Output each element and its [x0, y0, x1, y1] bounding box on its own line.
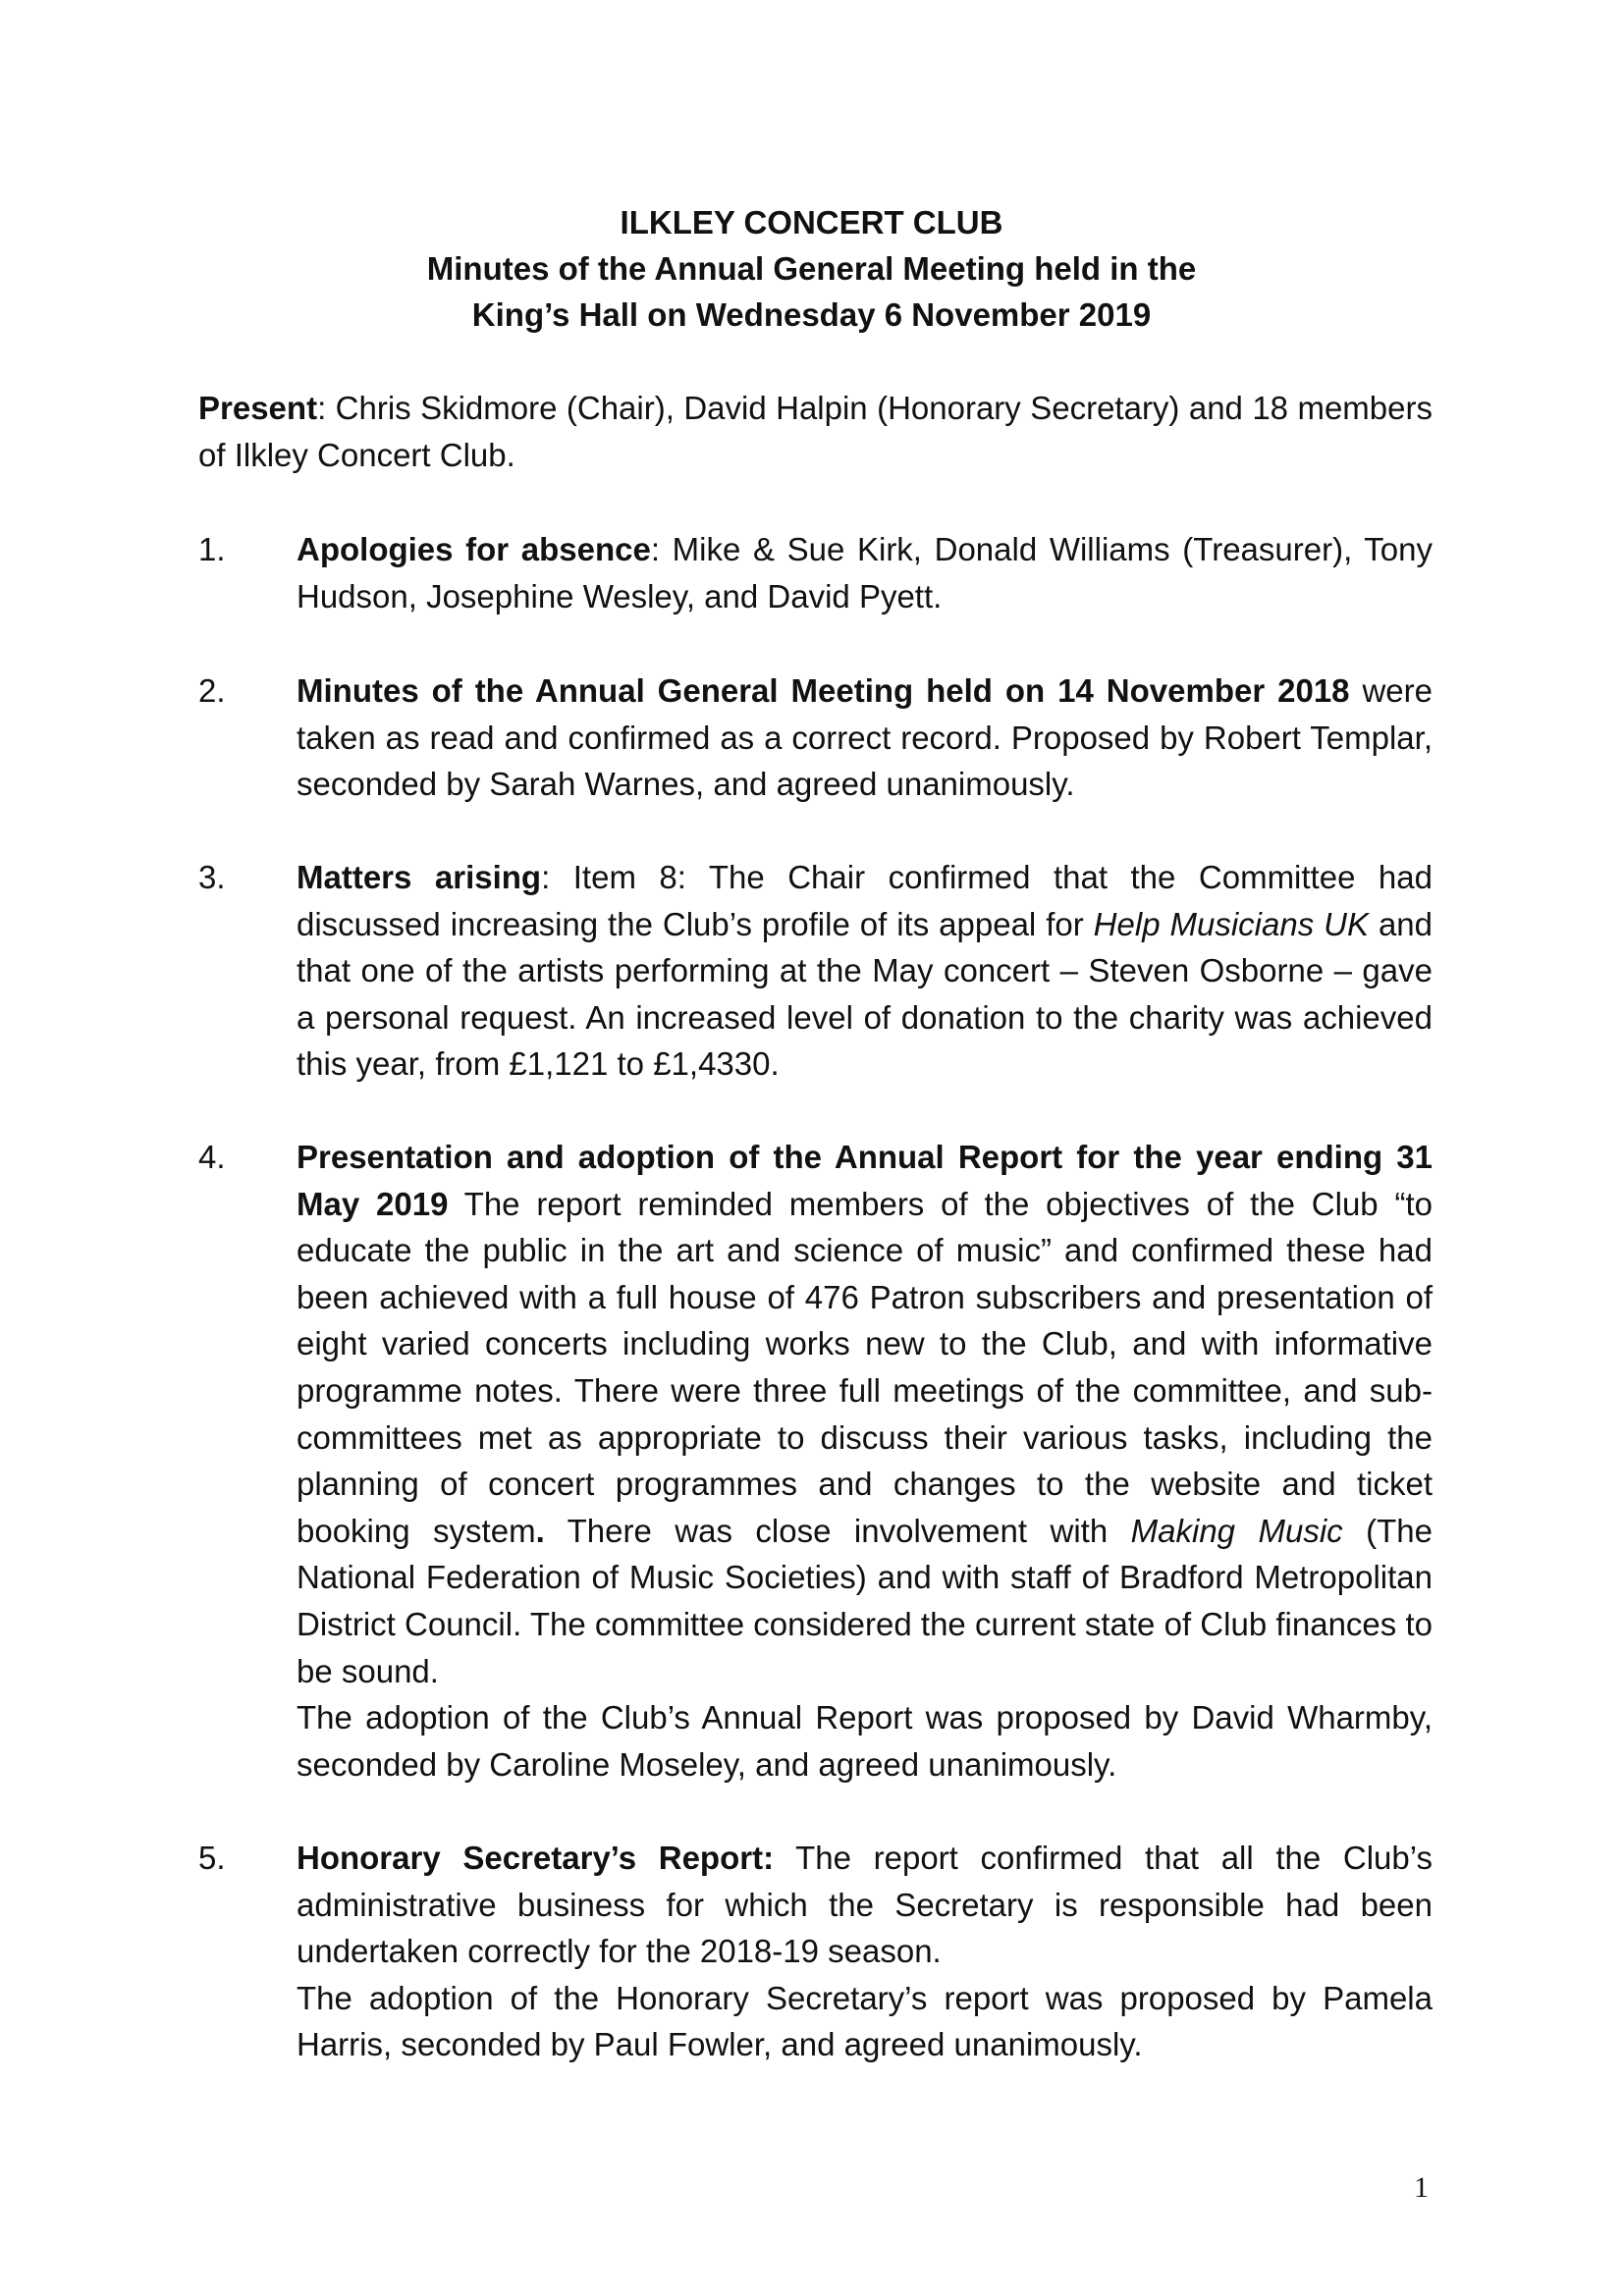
item-paragraph [297, 1835, 1433, 1975]
agenda-item-4 [198, 1134, 1433, 1788]
minutes-title-line-1: Minutes of the Annual General Meeting held in the [426, 250, 1197, 287]
charity-name: Help Musicians UK [1093, 905, 1369, 942]
item-text-part-b: There was close involvement with [544, 1512, 1131, 1549]
item-number: 4. [198, 1139, 226, 1175]
organisation-name: Making Music [1130, 1512, 1343, 1549]
minutes-title-line-2: King’s Hall on Wednesday 6 November 2019 [471, 296, 1152, 333]
document-header [0, 199, 1623, 338]
item-heading: Presentation and adoption of the Annual Report for the year ending 31 May 2019 [297, 1139, 1433, 1222]
page-number: 1 [1414, 2171, 1429, 2204]
agenda-item-5 [198, 1835, 1433, 2068]
item-paragraph [297, 1134, 1433, 1694]
item-adoption: The adoption of the Honorary Secretary’s report was proposed by Pamela Harris, seconded by Paul Fowler, and agreed unanimously. [297, 1979, 1433, 2063]
present-label: Present [198, 390, 318, 426]
agenda-item-2 [198, 667, 1433, 808]
item-number: 2. [198, 672, 226, 709]
item-number: 5. [198, 1840, 226, 1876]
item-text: were taken as read and confirmed as a correct record. Proposed by Robert Templar, seconded by Sarah Warnes, and agreed unanimously. [297, 672, 1433, 803]
item-text: The report confirmed that all the Club’s administrative business for which the Secretary is responsible had been undertaken correctly for the 2018-19 season. [297, 1840, 1433, 1970]
item-text-part-a: The report reminded members of the objectives of the Club “to educate the public in the art and science of music” and confirmed these had been achieved with a full house of 476 Patron subscribers and presentation of eight varied concerts including works new to the Club, and with informative programme notes. There were three full meetings of the committee, and sub-committees met as appropriate to discuss their various tasks, including the planning of concert programmes and changes to the website and ticket booking system [297, 1185, 1433, 1549]
present-paragraph [198, 385, 1433, 478]
item-number: 3. [198, 859, 226, 895]
item-text-part-c: (The National Federation of Music Societies) and with staff of Bradford Metropolitan District Council. The committee considered the current state of Club finances to be sound. [297, 1512, 1433, 1689]
item-text: : Mike & Sue Kirk, Donald Williams (Treasurer), Tony Hudson, Josephine Wesley, and David Pyett. [297, 531, 1433, 614]
item-heading: Apologies for absence [297, 531, 651, 567]
item-heading: Matters arising [297, 859, 542, 895]
item-heading: Honorary Secretary’s Report: [297, 1840, 775, 1876]
agenda-item-3 [198, 854, 1433, 1088]
item-heading: Minutes of the Annual General Meeting held on 14 November 2018 [297, 672, 1350, 709]
item-number: 1. [198, 531, 226, 567]
item-text-part-b: and that one of the artists performing at the May concert – Steven Osborne – gave a personal request. An increased level of donation to the charity was achieved this year, from £1,121 to £1,4330. [297, 905, 1434, 1083]
bold-period: . [535, 1512, 545, 1549]
present-text: : Chris Skidmore (Chair), David Halpin (Honorary Secretary) and 18 members of Ilkley Concert Club. [198, 390, 1433, 473]
club-title: ILKLEY CONCERT CLUB [620, 204, 1003, 240]
item-adoption: The adoption of the Club’s Annual Report was proposed by David Wharmby, seconded by Caroline Moseley, and agreed unanimously. [297, 1699, 1433, 1783]
agenda-item-1 [198, 526, 1433, 619]
item-text-part-a: : Item 8: The Chair confirmed that the Committee had discussed increasing the Club’s profile of its appeal for [297, 859, 1433, 942]
